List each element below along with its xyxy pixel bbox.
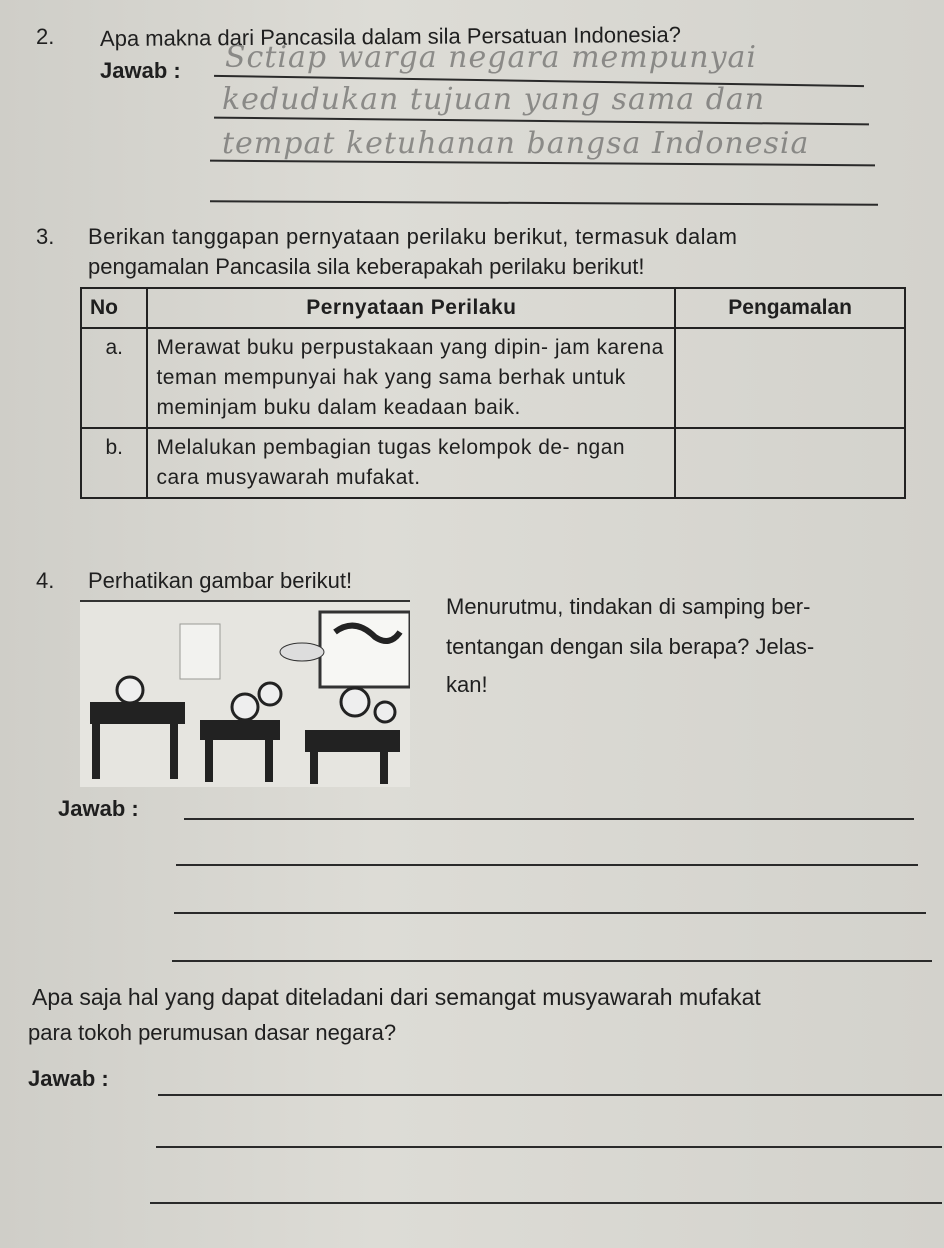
header-response: Pengamalan — [675, 288, 905, 328]
q2-number: 2. — [36, 24, 55, 49]
q3-text-line2: pengamalan Pancasila sila keberapakah perilaku berikut! — [88, 254, 645, 279]
classroom-illustration — [80, 600, 410, 787]
q2-text: Apa makna dari Pancasila dalam sila Persatuan Indonesia? — [99, 21, 681, 52]
answer-line — [176, 864, 918, 866]
behavior-table — [80, 287, 906, 499]
handwritten-answer: kedudukan tujuan yang sama dan — [222, 82, 766, 117]
q4-text: Perhatikan gambar berikut! — [88, 568, 353, 593]
answer-line — [150, 1202, 942, 1204]
classroom-drawing — [80, 602, 410, 787]
row-statement: Melalukan pembagian tugas kelompok de- ngan cara musyawarah mufakat. — [147, 428, 675, 498]
q4-side-text-1: Menurutmu, tindakan di samping ber- — [446, 594, 811, 619]
row-number: b. — [81, 428, 147, 498]
q3-text-line1: Berikan tanggapan pernyataan perilaku berikut, termasuk dalam — [88, 224, 738, 249]
table-header-row — [81, 288, 905, 328]
row-number: a. — [81, 328, 147, 428]
q5-text-line1: Apa saja hal yang dapat diteladani dari semangat musyawarah mufakat — [32, 984, 761, 1010]
answer-line — [210, 200, 878, 205]
answer-line — [184, 818, 914, 820]
q4-side-text-3: kan! — [446, 672, 488, 697]
handwritten-answer: Sctiap warga negara mempunyai — [225, 40, 758, 75]
header-statement: Pernyataan Perilaku — [147, 288, 675, 328]
row-statement: Merawat buku perpustakaan yang dipin- jam karena teman mempunyai hak yang sama berhak untuk meminjam buku dalam keadaan baik. — [147, 328, 675, 428]
q3-number: 3. — [36, 224, 55, 249]
answer-line — [174, 912, 926, 914]
q4-jawab-label: Jawab : — [58, 796, 139, 821]
row-response-cell[interactable] — [675, 328, 905, 428]
row-response-cell[interactable] — [675, 428, 905, 498]
handwritten-answer: tempat ketuhanan bangsa Indonesia — [222, 126, 810, 161]
header-no: No — [81, 288, 147, 328]
answer-line — [172, 960, 932, 962]
q4-number: 4. — [36, 568, 55, 593]
q5-text-line2: para tokoh perumusan dasar negara? — [28, 1020, 397, 1045]
answer-line — [214, 117, 869, 126]
answer-line — [158, 1094, 942, 1096]
table-row — [81, 328, 905, 428]
answer-line — [156, 1146, 942, 1148]
q5-jawab-label: Jawab : — [28, 1066, 109, 1091]
q4-side-text-2: tentangan dengan sila berapa? Jelas- — [446, 634, 815, 659]
table-row — [81, 428, 905, 498]
q2-jawab-label: Jawab : — [100, 58, 181, 83]
